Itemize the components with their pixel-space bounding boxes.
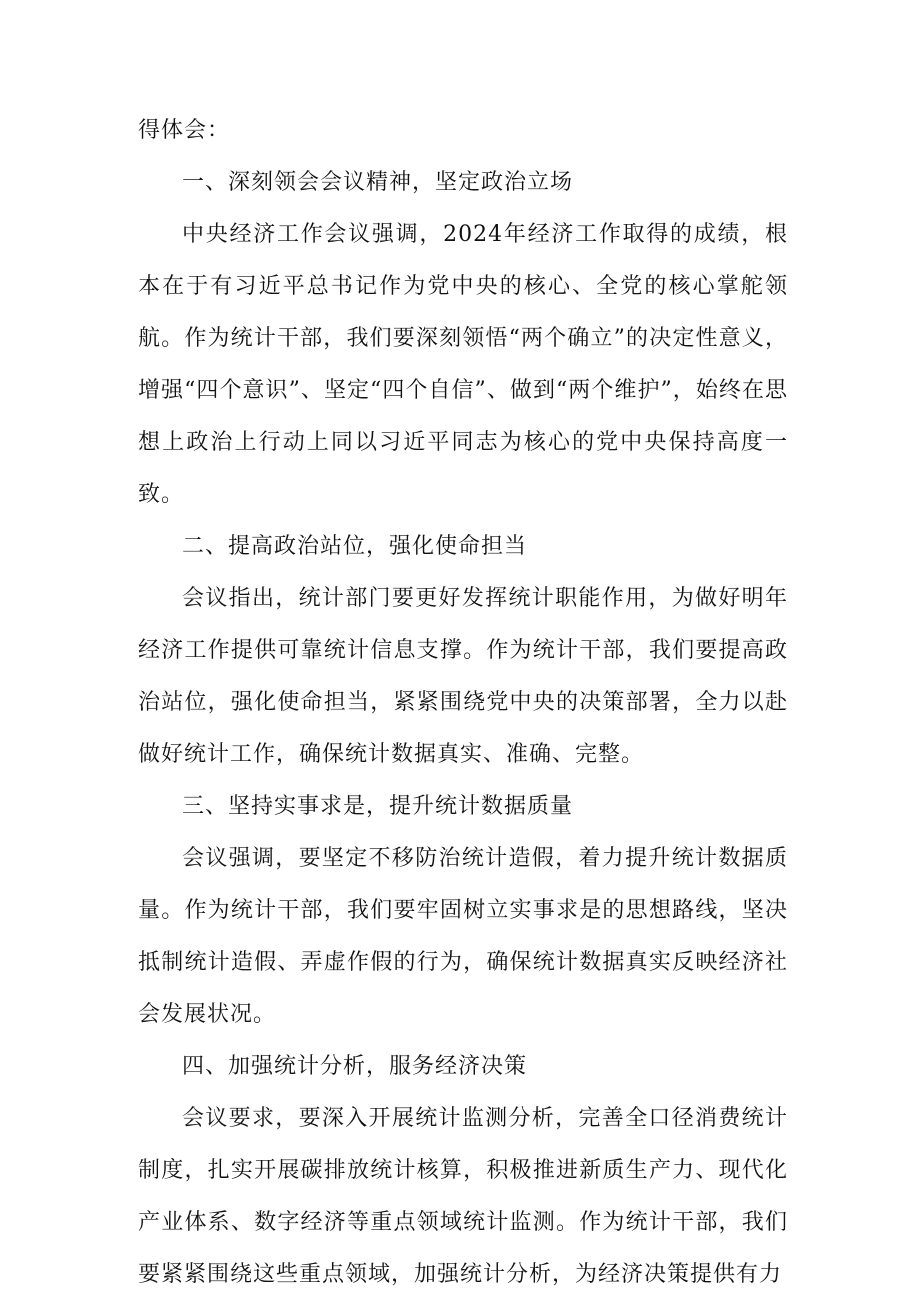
- section-heading-4: 四、加强统计分析，服务经济决策: [182, 1054, 528, 1079]
- section-heading-3: 三、坚持实事求是，提升统计数据质量: [182, 794, 574, 819]
- section-paragraph-3: 会议强调，要坚定不移防治统计造假，着力提升统计数据质量。作为统计干部，我们要牢固树立实事求是的思想路线，坚决抵制统计造假、弄虚作假的行为，确保统计数据真实反映经济社会发展状况。: [138, 846, 788, 1027]
- intro-fragment: 得体会：: [138, 118, 231, 143]
- section-heading-1: 一、深刻领会会议精神，坚定政治立场: [182, 170, 574, 195]
- section-paragraph-2: 会议指出，统计部门要更好发挥统计职能作用，为做好明年经济工作提供可靠统计信息支撑。作为统计干部，我们要提高政治站位，强化使命担当，紧紧围绕党中央的决策部署，全力以赴做好统计工作，确保统计数据真实、准确、完整。: [138, 586, 788, 767]
- document-body: [138, 105, 788, 1301]
- section-paragraph-1: 中央经济工作会议强调，2024年经济工作取得的成绩，根本在于有习近平总书记作为党中央的核心、全党的核心掌舵领航。作为统计干部，我们要深刻领悟“两个确立”的决定性意义，增强“四个意识”、坚定“四个自信”、做到“两个维护”，始终在思想上政治上行动上同以习近平同志为核心的党中央保持高度一致。: [138, 222, 788, 507]
- section-paragraph-4: 会议要求，要深入开展统计监测分析，完善全口径消费统计制度，扎实开展碳排放统计核算，积极推进新质生产力、现代化产业体系、数字经济等重点领域统计监测。作为统计干部，我们要紧紧围绕这些重点领域，加强统计分析，为经济决策提供有力: [138, 1106, 788, 1287]
- section-heading-2: 二、提高政治站位，强化使命担当: [182, 534, 528, 559]
